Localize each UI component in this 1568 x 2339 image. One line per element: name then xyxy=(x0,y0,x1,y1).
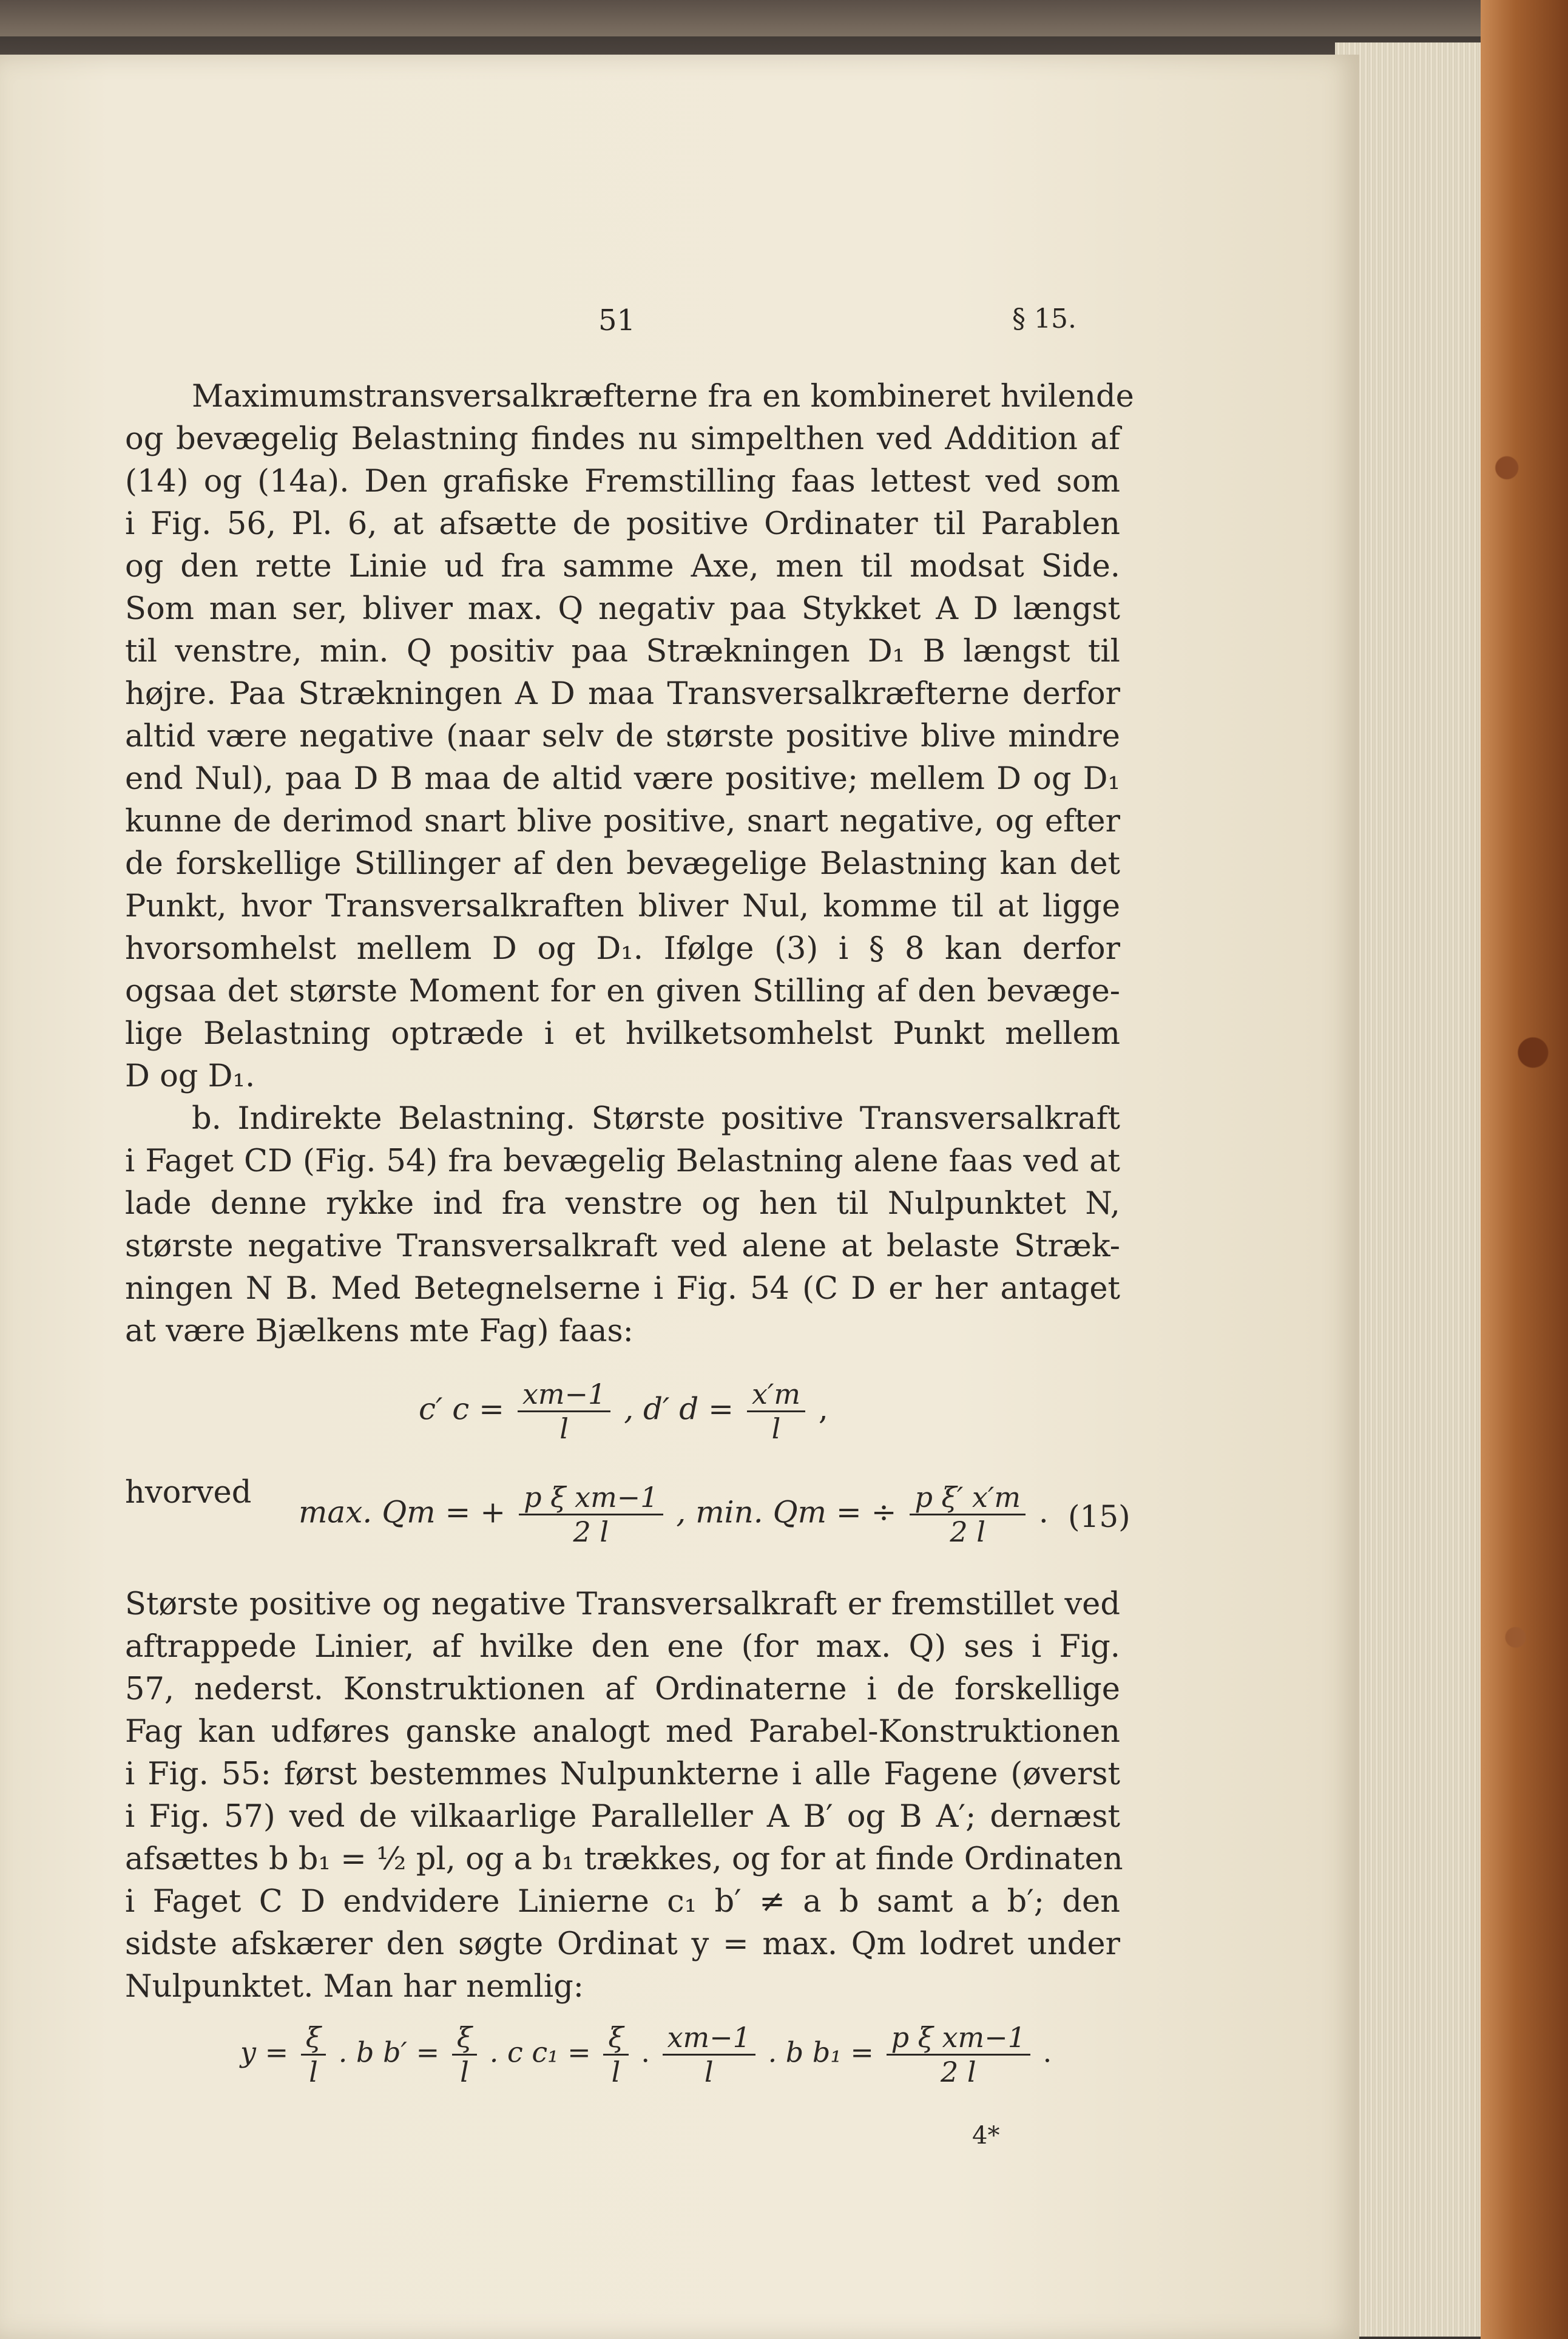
eq-text: . xyxy=(1038,1494,1049,1530)
equation-y xyxy=(240,2021,1052,2088)
equation-c-prime-c xyxy=(419,1378,828,1445)
fraction xyxy=(603,2021,628,2088)
eq-text: , d′ d = xyxy=(624,1391,734,1427)
fraction-denominator: l xyxy=(518,1410,610,1445)
text-line: kunne de derimod snart blive positive, snart negative, og efter xyxy=(125,804,1120,839)
text-line: og bevægelig Belastning findes nu simpelthen ved Addition af xyxy=(125,421,1120,457)
text-line: at være Bjælkens mte Fag) faas: xyxy=(125,1313,634,1349)
text-line: aftrappede Linier, af hvilke den ene (for max. Q) ses i Fig. xyxy=(125,1629,1120,1665)
text-line: i Fig. 57) ved de vilkaarlige Paralleller A B′ og B A′; dernæst xyxy=(125,1799,1120,1835)
fraction-numerator: ξ xyxy=(608,2021,624,2054)
text-line: i Fig. 55: først bestemmes Nulpunkterne i alle Fagene (øverst xyxy=(125,1756,1120,1792)
fraction-numerator: ξ xyxy=(305,2021,322,2054)
signature-mark: 4* xyxy=(972,2122,1000,2150)
text-line: altid være negative (naar selv de største positive blive mindre xyxy=(125,719,1120,754)
fraction xyxy=(910,1481,1025,1548)
text-line: (14) og (14a). Den grafiske Fremstilling faas lettest ved som xyxy=(125,464,1120,499)
text-line: til venstre, min. Q positiv paa Strækningen D₁ B længst til xyxy=(125,634,1120,669)
text-line: lade denne rykke ind fra venstre og hen til Nulpunktet N, xyxy=(125,1186,1120,1222)
fraction-numerator: ξ xyxy=(456,2021,473,2054)
eq-text: . b b₁ = xyxy=(768,2036,874,2069)
text-line: Som man ser, bliver max. Q negativ paa Stykket A D længst xyxy=(125,591,1120,627)
fraction xyxy=(747,1378,805,1445)
text-line: D og D₁. xyxy=(125,1058,255,1094)
text-line: Nulpunktet. Man har nemlig: xyxy=(125,1969,584,2005)
fraction-denominator: l xyxy=(603,2054,628,2088)
eq-text: max. Qm = + xyxy=(299,1494,506,1530)
text-line: sidste afskærer den søgte Ordinat y = max. Qm lodret under xyxy=(125,1926,1120,1962)
book-cover-right xyxy=(1481,0,1568,2339)
text-line: b. Indirekte Belastning. Største positive Transversalkraft xyxy=(192,1101,1120,1137)
text-line: hvorsomhelst mellem D og D₁. Ifølge (3) i § 8 kan derfor xyxy=(125,931,1120,967)
fraction-denominator: 2 l xyxy=(910,1514,1025,1548)
equation-number: (15) xyxy=(1068,1499,1130,1534)
eq-text: . c c₁ = xyxy=(489,2036,591,2069)
fraction-denominator: l xyxy=(663,2054,755,2088)
fraction-denominator: 2 l xyxy=(887,2054,1030,2088)
eq-text: . xyxy=(1043,2036,1052,2069)
text-line: i Faget C D endvidere Linierne c₁ b′ ≠ a b samt a b′; den xyxy=(125,1884,1120,1920)
fraction-numerator: p ξ xm−1 xyxy=(891,2021,1026,2054)
eq-text: . b b′ = xyxy=(338,2036,440,2069)
eq-text: . xyxy=(641,2036,650,2069)
fraction-denominator: l xyxy=(747,1410,805,1445)
eq-text: c′ c = xyxy=(419,1391,505,1427)
eq-text: y = xyxy=(240,2036,289,2069)
text-line: ogsaa det største Moment for en given Stilling af den bevæge- xyxy=(125,973,1120,1009)
fraction-denominator: l xyxy=(452,2054,477,2088)
text-line: Fag kan udføres ganske analogt med Parabel-Konstruktionen xyxy=(125,1714,1120,1750)
fraction xyxy=(518,1378,610,1445)
text-line: Punkt, hvor Transversalkraften bliver Nul, komme til at ligge xyxy=(125,889,1120,924)
fraction-numerator: x′m xyxy=(751,1378,800,1410)
equation-prefix: hvorved xyxy=(125,1475,252,1511)
text-line: i Faget CD (Fig. 54) fra bevægelig Belastning alene faas ved at xyxy=(125,1143,1120,1179)
fraction-numerator: p ξ xm−1 xyxy=(524,1481,658,1514)
fraction-numerator: xm−1 xyxy=(667,2021,751,2054)
fraction xyxy=(663,2021,755,2088)
section-mark: § 15. xyxy=(1012,303,1076,334)
text-line: og den rette Linie ud fra samme Axe, men til modsat Side. xyxy=(125,549,1120,584)
text-line: end Nul), paa D B maa de altid være positive; mellem D og D₁ xyxy=(125,761,1120,797)
book-cover-top xyxy=(0,0,1568,36)
text-line: Maximumstransversalkræfterne fra en kombineret hvilende xyxy=(192,379,1134,415)
text-line: afsættes b b₁ = ½ pl, og a b₁ trækkes, og for at finde Ordinaten xyxy=(125,1841,1123,1877)
text-line: højre. Paa Strækningen A D maa Transversalkræfterne derfor xyxy=(125,676,1120,712)
text-line: Største positive og negative Transversalkraft er fremstillet ved xyxy=(125,1586,1120,1622)
equation-15 xyxy=(299,1481,1049,1548)
fraction xyxy=(301,2021,326,2088)
text-line: 57, nederst. Konstruktionen af Ordinaterne i de forskellige xyxy=(125,1671,1120,1707)
text-line: ningen N B. Med Betegnelserne i Fig. 54 (C D er her antaget xyxy=(125,1271,1120,1307)
eq-text: , xyxy=(818,1391,828,1427)
fraction xyxy=(887,2021,1030,2088)
fraction-denominator: 2 l xyxy=(519,1514,663,1548)
text-line: lige Belastning optræde i et hvilketsomhelst Punkt mellem xyxy=(125,1016,1120,1052)
fraction xyxy=(519,1481,663,1548)
fraction-numerator: xm−1 xyxy=(522,1378,606,1410)
fraction-denominator: l xyxy=(301,2054,326,2088)
text-line: de forskellige Stillinger af den bevægelige Belastning kan det xyxy=(125,846,1120,882)
page-number: 51 xyxy=(598,303,636,337)
fraction xyxy=(452,2021,477,2088)
eq-text: , min. Qm = ÷ xyxy=(676,1494,897,1530)
text-line: i Fig. 56, Pl. 6, at afsætte de positive Ordinater til Parablen xyxy=(125,506,1120,542)
text-line: største negative Transversalkraft ved alene at belaste Stræk- xyxy=(125,1228,1120,1264)
fraction-numerator: p ξ′ x′m xyxy=(914,1481,1021,1514)
